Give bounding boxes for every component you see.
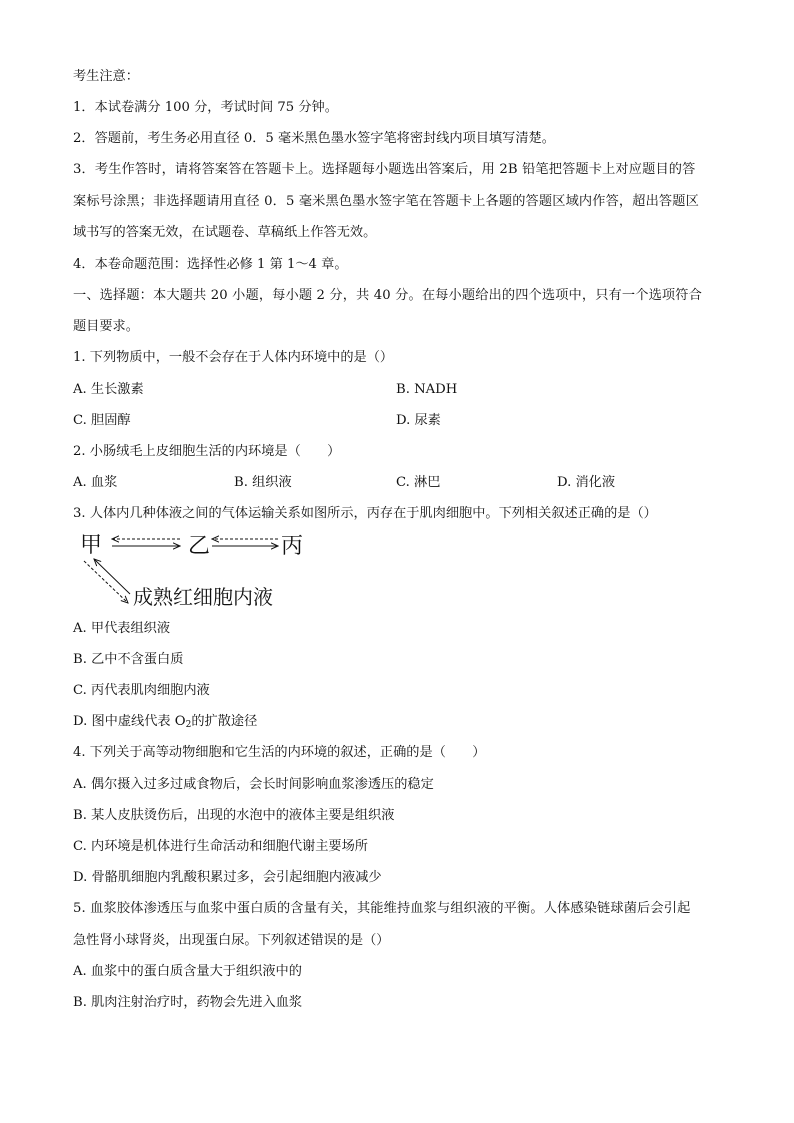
question-5-option-b: B. 肌肉注射治疗时，药物会先进入血浆 — [73, 995, 303, 1010]
gas-transport-diagram — [78, 528, 318, 612]
question-4-option-a: A. 偶尔摄入过多过咸食物后，会长时间影响血浆渗透压的稳定 — [73, 777, 434, 792]
question-4-stem: 4. 下列关于高等动物细胞和它生活的内环境的叙述，正确的是（ ） — [73, 745, 486, 760]
notice-heading: 考生注意： — [73, 69, 139, 84]
question-1-option-d: D. 尿素 — [396, 413, 441, 428]
question-3-option-c: C. 丙代表肌肉细胞内液 — [73, 683, 210, 698]
question-2-stem: 2. 小肠绒毛上皮细胞生活的内环境是（ ） — [73, 444, 341, 459]
question-4-option-b: B. 某人皮肤烫伤后，出现的水泡中的液体主要是组织液 — [73, 808, 395, 823]
question-4-option-d: D. 骨骼肌细胞内乳酸积累过多，会引起细胞内液减少 — [73, 870, 382, 885]
question-2-option-c: C. 淋巴 — [396, 475, 441, 490]
diagram-label-yi: 乙 — [188, 534, 211, 559]
section-heading-line-2: 题目要求。 — [73, 319, 139, 334]
section-heading-line-1: 一、选择题：本大题共 20 小题，每小题 2 分，共 40 分。在每小题给出的四个选项中，只有一个选项符合 — [73, 288, 702, 303]
notice-item-3-line-1: 3．考生作答时，请将答案答在答题卡上。选择题每小题选出答案后，用 2B 铅笔把答题卡上对应题目的答 — [73, 162, 696, 177]
question-3-stem: 3. 人体内几种体液之间的气体运输关系如图所示，丙存在于肌肉细胞中。下列相关叙述正确的是（） — [73, 506, 657, 521]
notice-item-4: 4．本卷命题范围：选择性必修 1 第 1～4 章。 — [73, 257, 348, 272]
question-2-option-a: A. 血浆 — [73, 475, 118, 490]
diagram-label-bing: 丙 — [281, 534, 304, 559]
notice-item-3-line-3: 域书写的答案无效，在试题卷、草稿纸上作答无效。 — [73, 225, 377, 240]
notice-item-3-line-2: 案标号涂黑；非选择题请用直径 0．5 毫米黑色墨水签字笔在答题卡上各题的答题区域内作答，超出答题区 — [73, 194, 699, 209]
question-3-option-d-subscript: 2 — [185, 720, 192, 730]
question-3-option-d — [73, 713, 257, 734]
question-3-option-b: B. 乙中不含蛋白质 — [73, 652, 184, 667]
question-1-stem: 1. 下列物质中，一般不会存在于人体内环境中的是（） — [73, 350, 394, 365]
arrow-rbc-to-jia-solid — [94, 559, 130, 594]
question-5-stem-line-1: 5. 血浆胶体渗透压与血浆中蛋白质的含量有关，其能维持血浆与组织液的平衡。人体感染链球菌后会引起 — [73, 901, 691, 916]
question-5-stem-line-2: 急性肾小球肾炎，出现蛋白尿。下列叙述错误的是（） — [73, 933, 390, 948]
question-3-option-d-text: D. 图中虚线代表 O — [73, 714, 186, 729]
notice-item-2: 2．答题前，考生务必用直径 0．5 毫米黑色墨水签字笔将密封线内项目填写清楚。 — [73, 131, 555, 146]
question-5-option-a: A. 血浆中的蛋白质含量大于组织液中的 — [73, 964, 302, 979]
question-2-option-b: B. 组织液 — [234, 475, 292, 490]
diagram-label-jia: 甲 — [80, 533, 103, 558]
notice-item-1: 1．本试卷满分 100 分，考试时间 75 分钟。 — [73, 100, 338, 115]
diagram-label-rbc-fluid: 成熟红细胞内液 — [133, 585, 273, 609]
question-3-option-d-text-end: 的扩散途径 — [191, 714, 258, 729]
question-1-option-c: C. 胆固醇 — [73, 413, 131, 428]
question-4-option-c: C. 内环境是机体进行生命活动和细胞代谢主要场所 — [73, 839, 368, 854]
question-1-option-a: A. 生长激素 — [73, 382, 144, 397]
question-3-option-a: A. 甲代表组织液 — [73, 621, 171, 636]
arrow-jia-to-rbc-dashed — [84, 561, 128, 603]
question-1-option-b: B. NADH — [396, 382, 458, 397]
question-2-option-d: D. 消化液 — [557, 475, 616, 490]
